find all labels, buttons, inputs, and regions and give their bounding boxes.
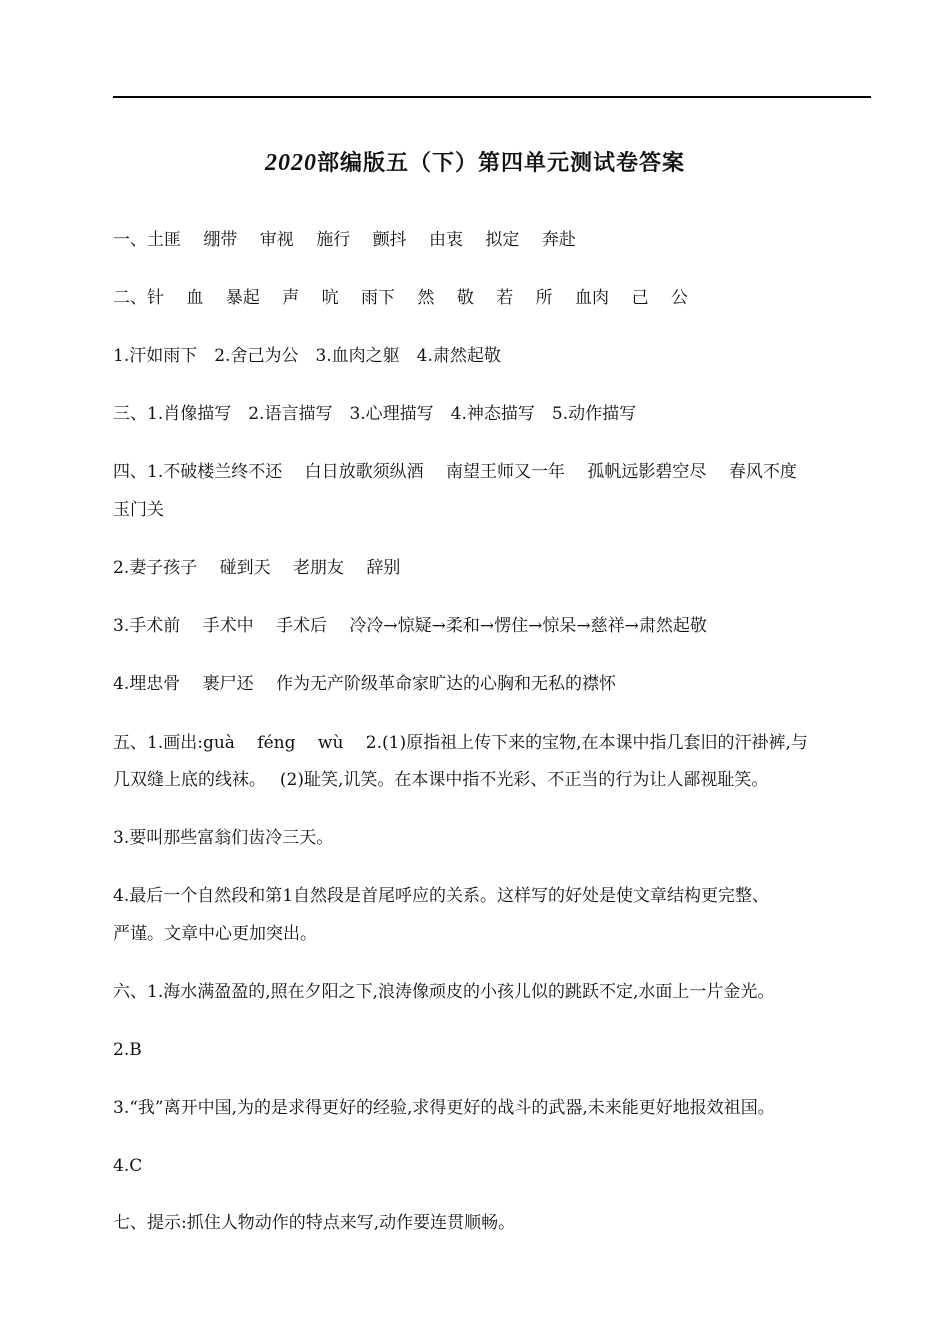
answer-line: 四、1.不破楼兰终不还 白日放歌须纵酒 南望王师又一年 孤帆远影碧空尽 春风不度 [113,462,797,482]
answer-line: 3.“我”离开中国,为的是求得更好的经验,求得更好的战斗的武器,未来能更好地报效祖国。 [113,1098,775,1118]
answer-line: 五、1.画出:guà féng wù 2.(1)原指祖上传下来的宝物,在本课中指几套旧的汗褂裤,与 [113,733,808,753]
header-rule [113,96,871,98]
title-year: 2020 [264,150,317,176]
answer-line: 二、针 血 暴起 声 吭 雨下 然 敬 若 所 血肉 己 公 [113,288,688,308]
answer-line: 玉门关 [113,500,164,520]
answer-line: 七、提示:抓住人物动作的特点来写,动作要连贯顺畅。 [113,1213,516,1233]
answer-line: 2.妻子孩子 碰到天 老朋友 辞别 [113,558,401,578]
answer-line: 2.B [113,1040,142,1060]
answer-line: 六、1.海水满盈盈的,照在夕阳之下,浪涛像顽皮的小孩儿似的跳跃不定,水面上一片金光。 [113,982,775,1002]
answer-line: 三、1.肖像描写 2.语言描写 3.心理描写 4.神态描写 5.动作描写 [113,404,637,424]
answer-line: 4.埋忠骨 裹尸还 作为无产阶级革命家旷达的心胸和无私的襟怀 [113,674,617,694]
page-title [0,146,950,177]
answer-line: 4.C [113,1156,143,1176]
answer-line: 3.手术前 手术中 手术后 冷冷→惊疑→柔和→愣住→惊呆→慈祥→肃然起敬 [113,616,707,636]
answer-line: 严谨。文章中心更加突出。 [113,924,317,944]
title-text: 部编版五（下）第四单元测试卷答案 [316,151,685,176]
answer-line: 4.最后一个自然段和第1自然段是首尾呼应的关系。这样写的好处是使文章结构更完整、 [113,886,770,906]
answer-line: 1.汗如雨下 2.舍己为公 3.血肉之躯 4.肃然起敬 [113,346,501,366]
answer-line: 几双缝上底的线袜。 (2)耻笑,讥笑。在本课中指不光彩、不正当的行为让人鄙视耻笑。 [113,770,769,790]
answer-line: 一、土匪 绷带 审视 施行 颤抖 由衷 拟定 奔赴 [113,230,576,250]
answer-line: 3.要叫那些富翁们齿冷三天。 [113,828,334,848]
